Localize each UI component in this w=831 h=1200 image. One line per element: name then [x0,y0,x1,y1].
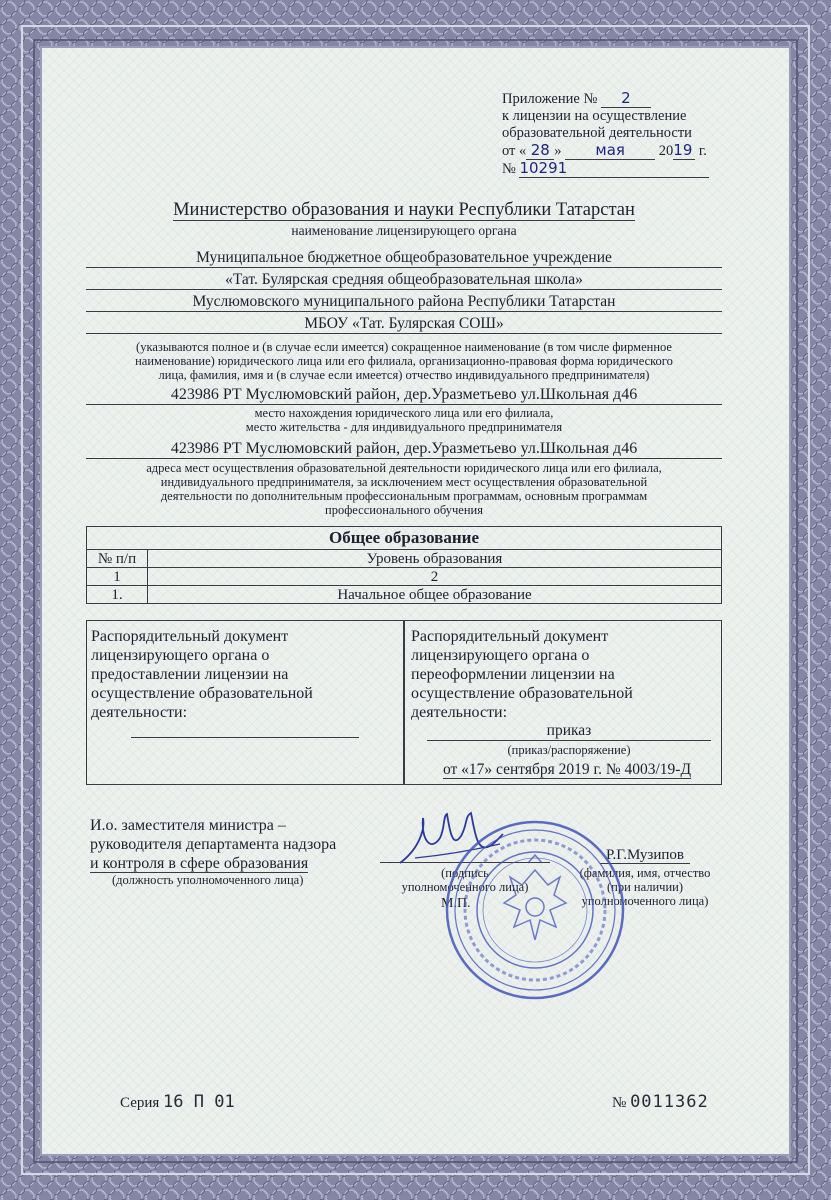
activity-address: 423986 РТ Муслюмовский район, дер.Уразметьево ул.Школьная д46 [86,440,722,459]
grant-line-1: Распорядительный документ [91,628,289,645]
date-year: 19 [673,142,695,160]
date-day: 28 [526,142,554,160]
grant-line-2: лицензирующего органа о [91,647,270,664]
row-number: 1. [87,586,148,604]
appendix-label: Приложение № [502,91,598,107]
authority-block [86,200,722,221]
org-caption-2: наименование) юридического лица или его филиала, организационно-правовая форма юридического [135,354,673,368]
signer-name: Р.Г.Музипов [600,847,690,864]
activity-caption-4: профессионального обучения [325,503,483,517]
authority-name: Министерство образования и науки Республики Татарстан [173,200,635,220]
org-line-2: «Тат. Булярская средняя общеобразовательная школа» [86,271,722,290]
series-label: Серия [120,1095,160,1111]
name-caption-3: уполномоченного лица) [581,894,709,908]
license-no-label: № [502,161,516,177]
grant-blank-line [131,737,359,738]
reissue-document-box [404,620,722,785]
location-caption-1: место нахождения юридического лица или его филиала, [254,406,554,420]
date-month: мая [565,142,655,160]
form-number-block [612,1092,709,1112]
stamp-place: М.П. [441,896,471,911]
reissue-line-5: деятельности: [411,704,508,721]
activity-caption-3: деятельности по дополнительным профессиональным программам, основным программам [160,489,648,503]
reissue-line-1: Распорядительный документ [411,628,609,645]
official-seal-stamp [440,815,630,1005]
date-suffix: г. [698,143,707,159]
org-caption-1: (указываются полное и (в случае если имеется) сокращенное наименование (в том числе фирменное [136,340,672,354]
table-title: Общее образование [87,527,722,550]
date-prefix: от « [502,143,527,159]
row-level: Начальное общее образование [148,586,722,604]
activity-caption-2: индивидуального предпринимателя, за исключением мест осуществления образовательной [160,475,648,489]
col-level-header: Уровень образования [148,550,722,568]
col-number-header: № п/п [87,550,148,568]
reissue-doc-type: приказ [427,721,711,741]
education-levels-table [86,526,722,604]
reissue-line-4: осуществление образовательной [411,685,633,702]
grant-line-3: предоставлении лицензии на [91,666,289,683]
appendix-number: 2 [601,90,651,108]
activity-caption [76,461,732,517]
org-line-3: Муслюмовского муниципального района Республики Татарстан [86,293,722,312]
position-caption: (должность уполномоченного лица) [112,873,304,887]
location-caption [86,406,722,434]
appendix-line3: образовательной деятельности [502,125,692,141]
org-line-1: Муниципальное бюджетное общеобразовательное учреждение [86,249,722,268]
appendix-header [502,90,742,178]
org-caption [76,340,732,382]
reissue-date-number: от «17» сентября 2019 г. № 4003/19-Д [442,761,692,778]
signer-position [90,816,390,873]
reissue-line-3: переоформлении лицензии на [411,666,615,683]
date-mid: » [554,143,562,159]
form-number-value: 0011362 [630,1092,709,1112]
license-number: 10291 [519,160,709,178]
signature-caption-1: (подпись [441,866,489,880]
signature-caption-2: уполномоченного лица) [401,880,529,894]
index-number: 1 [87,568,148,586]
location-address: 423986 РТ Муслюмовский район, дер.Уразметьево ул.Школьная д46 [86,386,722,405]
index-level: 2 [148,568,722,586]
grant-line-5: деятельности: [91,704,188,721]
name-caption-2: (при наличии) [606,880,684,894]
reissue-line-2: лицензирующего органа о [411,647,590,664]
series-block [120,1092,235,1112]
appendix-line2: к лицензии на осуществление [502,108,687,124]
location-caption-2: место жительства - для индивидуального предпринимателя [245,420,563,434]
grant-line-4: осуществление образовательной [91,685,313,702]
org-short-name: МБОУ «Тат. Булярская СОШ» [86,315,722,334]
reissue-date-number-wrap [417,760,717,779]
position-line-2: руководителя департамента надзора [90,836,337,853]
table-row [87,586,722,604]
activity-caption-1: адреса мест осуществления образовательной деятельности юридического лица или его филиала, [146,461,662,475]
reissue-doc-type-caption: (приказ/распоряжение) [507,743,631,757]
position-line-1: И.о. заместителя министра – [90,817,286,834]
date-year-prefix: 20 [658,143,674,159]
series-value: 16 П 01 [163,1092,235,1112]
name-caption-1: (фамилия, имя, отчество [579,866,711,880]
authority-caption: наименование лицензирующего органа [291,223,517,238]
form-number-label: № [612,1095,627,1111]
org-caption-3: лица, фамилия, имя и (в случае если имеется) отчество индивидуального предпринимателя) [158,368,650,382]
position-line-3: и контроля в сфере образования [90,855,309,872]
grant-document-box [86,620,404,785]
